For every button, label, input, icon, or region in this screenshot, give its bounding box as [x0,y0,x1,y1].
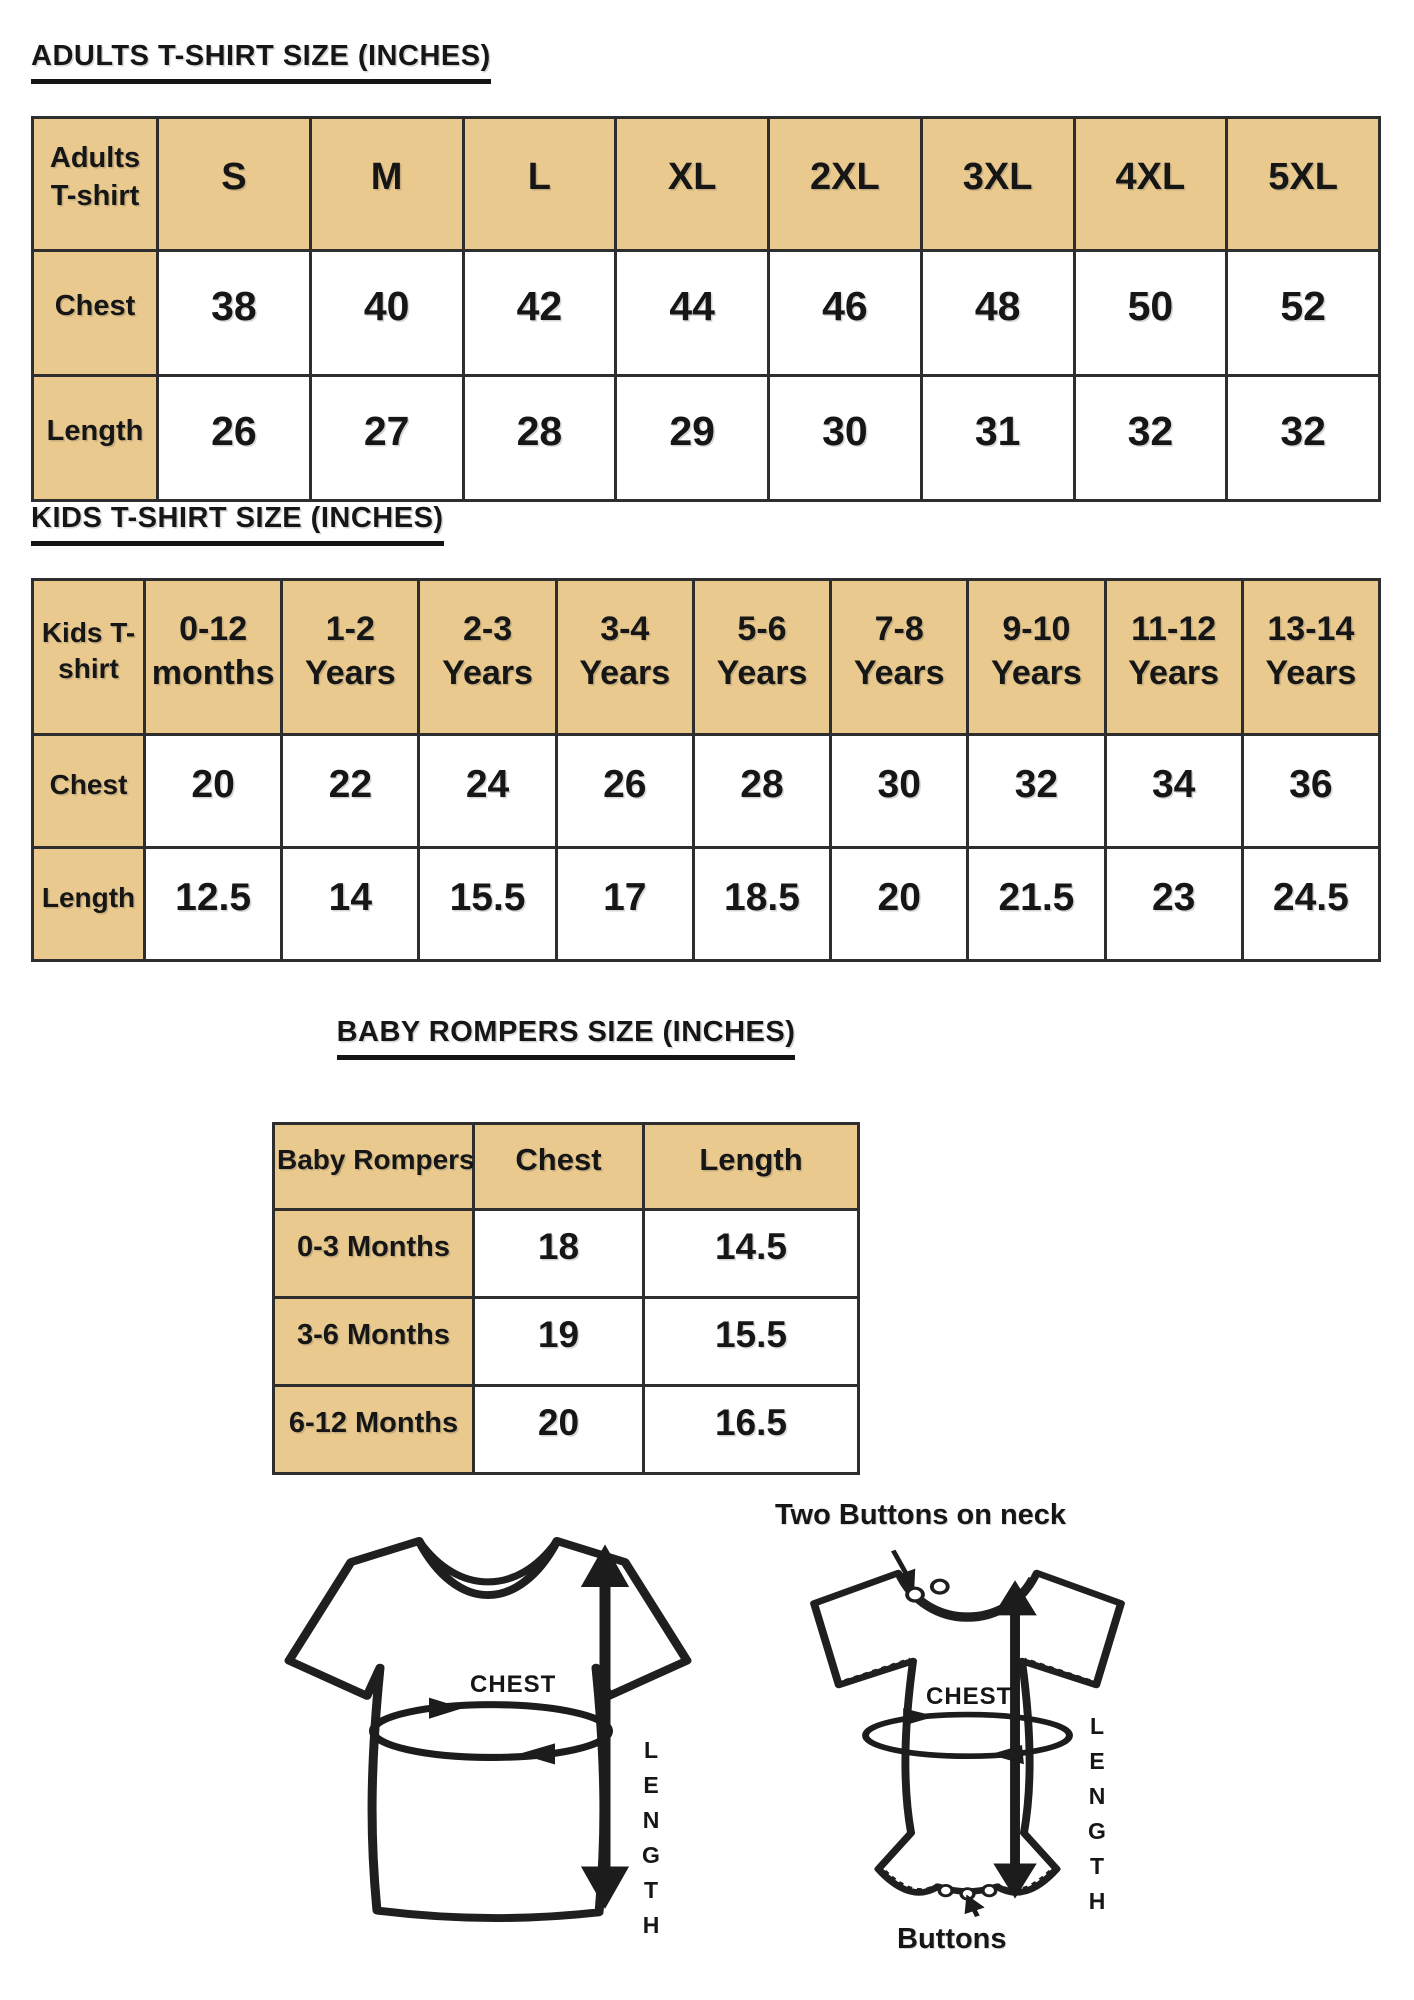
column-header-cell: 1-2 Years [282,580,419,735]
bottom-snap-button [961,1889,974,1899]
value-cell: 26 [556,735,693,848]
value-cell: 34 [1105,735,1242,848]
romper-measure-diagram [750,1485,1410,1990]
tshirt-chest-label: CHEST [470,1671,557,1698]
column-header-cell: 3XL [921,118,1074,251]
value-cell: 32 [1227,376,1380,501]
row-label-cell: 3-6 Months [274,1298,474,1386]
bottom-snap-button [939,1885,952,1895]
value-cell: 20 [831,848,968,961]
value-cell: 32 [1074,376,1227,501]
neck-button [907,1588,923,1601]
corner-header-cell: Adults T-shirt [33,118,158,251]
romper-outline [814,1573,1121,1892]
table-row [33,848,1380,961]
table-row [274,1298,859,1386]
column-header-cell: Chest [474,1124,644,1210]
column-header-cell: 3-4 Years [556,580,693,735]
value-cell: 22 [282,735,419,848]
value-cell: 15.5 [644,1298,859,1386]
row-label-cell: 6-12 Months [274,1386,474,1474]
value-cell: 36 [1242,735,1379,848]
table-row [33,735,1380,848]
value-cell: 29 [616,376,769,501]
kids-section-title: KIDS T-SHIRT SIZE (INCHES) [31,502,444,546]
neck-button [932,1580,948,1593]
value-cell: 27 [310,376,463,501]
kids-size-table [31,578,1381,962]
baby-section-title: BABY ROMPERS SIZE (INCHES) [337,1016,796,1060]
romper-chest-label: CHEST [926,1683,1013,1710]
value-cell: 44 [616,251,769,376]
corner-header-cell: Baby Rompers [274,1124,474,1210]
tshirt-measure-diagram [181,1485,726,1990]
value-cell: 20 [145,735,282,848]
value-cell: 42 [463,251,616,376]
column-header-cell: 11-12 Years [1105,580,1242,735]
column-header-cell: Length [644,1124,859,1210]
romper-bottom-buttons-note: Buttons [897,1923,1007,1955]
baby-rompers-section [246,1016,886,1475]
value-cell: 14 [282,848,419,961]
value-cell: 46 [769,251,922,376]
value-cell: 18.5 [693,848,830,961]
value-cell: 20 [474,1386,644,1474]
value-cell: 18 [474,1210,644,1298]
column-header-cell: S [158,118,311,251]
column-header-cell: 5-6 Years [693,580,830,735]
value-cell: 40 [310,251,463,376]
column-header-cell: XL [616,118,769,251]
value-cell: 31 [921,376,1074,501]
column-header-cell: 2-3 Years [419,580,556,735]
corner-header-cell: Kids T-shirt [33,580,145,735]
value-cell: 23 [1105,848,1242,961]
adults-section-title: ADULTS T-SHIRT SIZE (INCHES) [31,40,491,84]
column-header-cell: 4XL [1074,118,1227,251]
value-cell: 28 [463,376,616,501]
measurement-diagrams [31,1485,1414,1990]
table-row [33,251,1380,376]
column-header-cell: 9-10 Years [968,580,1105,735]
column-header-cell: 13-14 Years [1242,580,1379,735]
value-cell: 12.5 [145,848,282,961]
value-cell: 30 [831,735,968,848]
value-cell: 32 [968,735,1105,848]
value-cell: 38 [158,251,311,376]
table-row [33,376,1380,501]
buttons-note-pointer-arrow [968,1899,977,1917]
table-row [274,1386,859,1474]
tshirt-outline [289,1541,687,1918]
column-header-cell: M [310,118,463,251]
value-cell: 21.5 [968,848,1105,961]
table-row [274,1210,859,1298]
baby-rompers-size-table [272,1122,860,1475]
value-cell: 28 [693,735,830,848]
value-cell: 15.5 [419,848,556,961]
value-cell: 50 [1074,251,1227,376]
value-cell: 16.5 [644,1386,859,1474]
romper-neck-buttons-note: Two Buttons on neck [775,1499,1067,1531]
value-cell: 24.5 [1242,848,1379,961]
romper-length-label: LENGTH [1084,1713,1110,1923]
row-label-cell: Length [33,376,158,501]
value-cell: 24 [419,735,556,848]
value-cell: 52 [1227,251,1380,376]
bottom-snap-button [983,1885,996,1895]
adults-size-table [31,116,1381,502]
romper-outline-illustration [720,1549,1215,1917]
value-cell: 26 [158,376,311,501]
column-header-cell: 5XL [1227,118,1380,251]
column-header-cell: 2XL [769,118,922,251]
value-cell: 17 [556,848,693,961]
value-cell: 30 [769,376,922,501]
value-cell: 19 [474,1298,644,1386]
value-cell: 14.5 [644,1210,859,1298]
value-cell: 48 [921,251,1074,376]
row-label-cell: Length [33,848,145,961]
row-label-cell: 0-3 Months [274,1210,474,1298]
tshirt-length-label: LENGTH [638,1737,664,1947]
column-header-cell: 0-12 months [145,580,282,735]
column-header-cell: L [463,118,616,251]
row-label-cell: Chest [33,735,145,848]
column-header-cell: 7-8 Years [831,580,968,735]
row-label-cell: Chest [33,251,158,376]
